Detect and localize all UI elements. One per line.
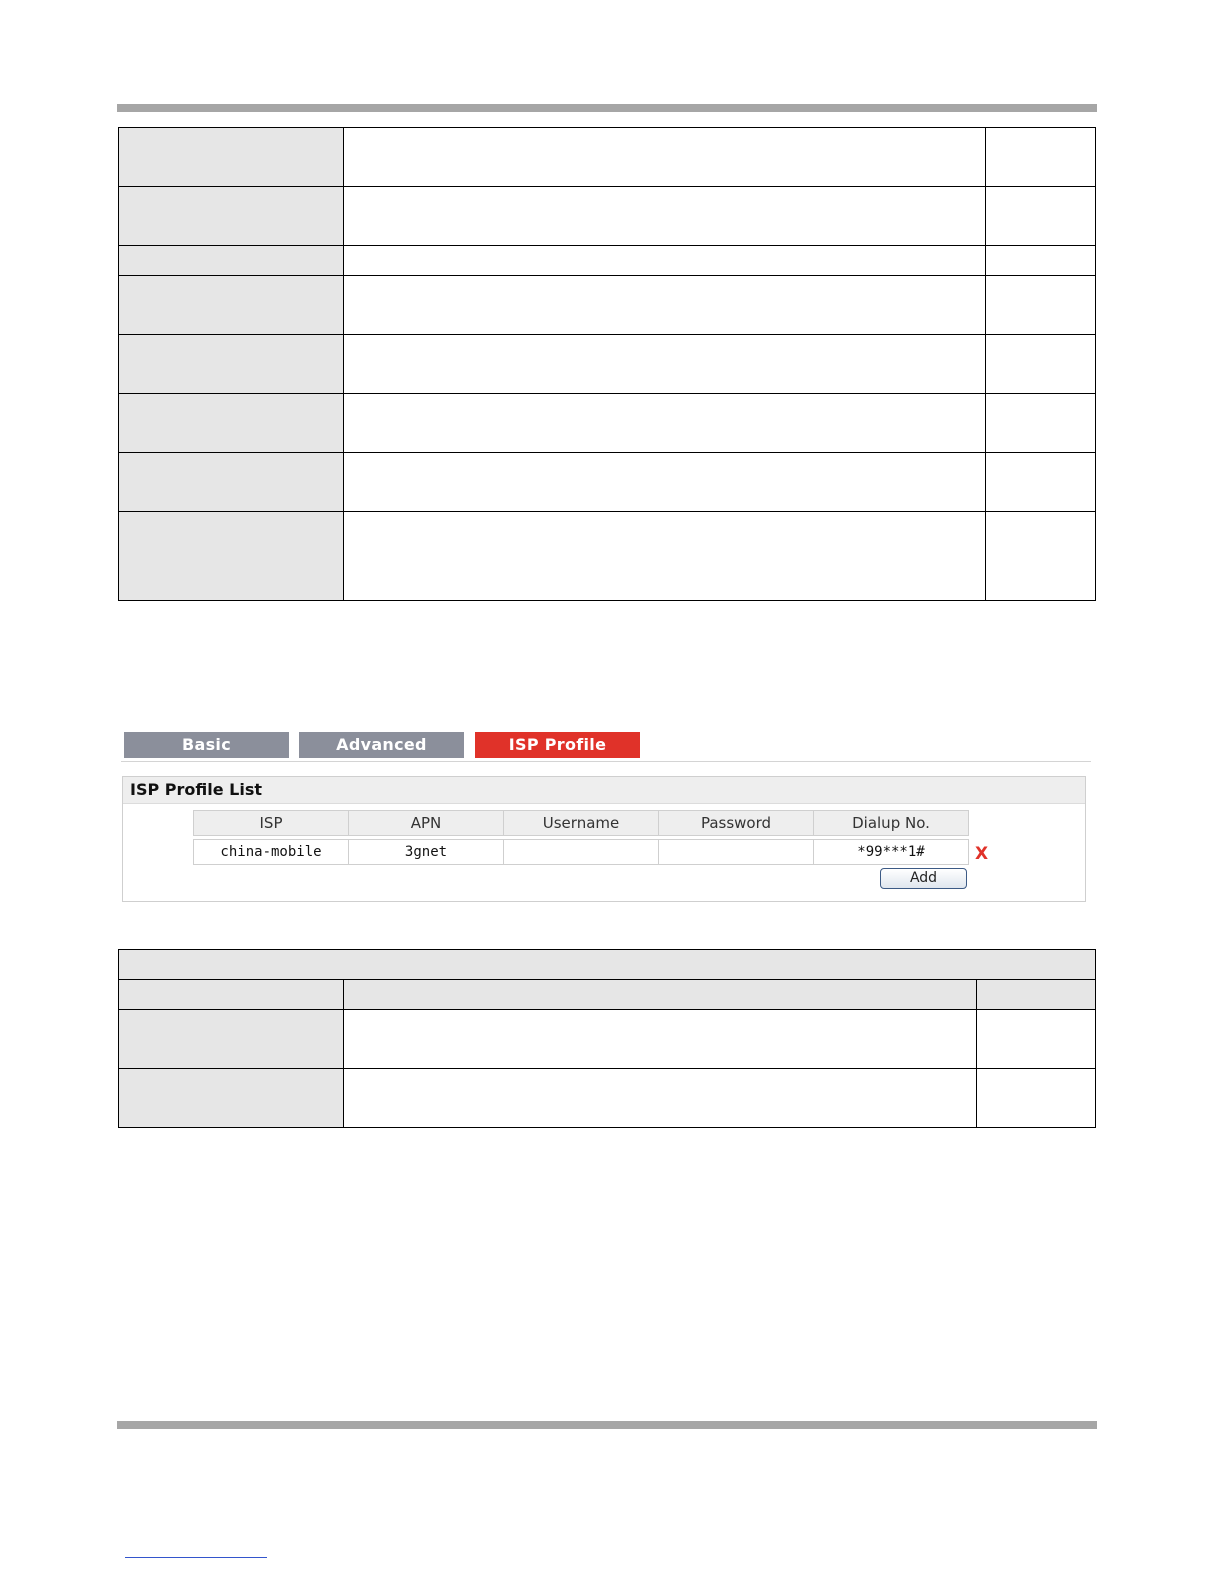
table-row xyxy=(119,246,1096,276)
table-cell xyxy=(344,1069,977,1128)
table-cell xyxy=(119,950,1096,980)
table-cell xyxy=(344,1010,977,1069)
cell-password xyxy=(658,839,814,865)
table-cell xyxy=(986,276,1096,335)
delete-row-icon[interactable]: X xyxy=(975,844,989,864)
table-cell xyxy=(119,1069,344,1128)
footer-rule xyxy=(117,1421,1097,1429)
cell-isp: china-mobile xyxy=(193,839,349,865)
table-row xyxy=(119,335,1096,394)
table-header-row xyxy=(119,980,1096,1010)
add-button[interactable]: Add xyxy=(880,868,967,889)
table-cell xyxy=(977,1010,1096,1069)
parameter-table-top xyxy=(118,127,1096,601)
parameter-table-bottom xyxy=(118,949,1096,1128)
header-rule xyxy=(117,104,1097,112)
table-row xyxy=(119,394,1096,453)
table-cell xyxy=(986,335,1096,394)
table-cell xyxy=(986,394,1096,453)
table-row xyxy=(119,276,1096,335)
column-header-username: Username xyxy=(503,810,659,836)
table-cell xyxy=(986,453,1096,512)
footer-link-underline[interactable] xyxy=(125,1557,267,1558)
table-cell xyxy=(977,1069,1096,1128)
column-header-dialup: Dialup No. xyxy=(813,810,969,836)
table-cell xyxy=(986,128,1096,187)
table-row xyxy=(119,1010,1096,1069)
table-cell xyxy=(119,128,344,187)
column-header-password: Password xyxy=(658,810,814,836)
table-cell xyxy=(344,335,986,394)
table-cell xyxy=(344,980,977,1010)
column-header-apn: APN xyxy=(348,810,504,836)
table-row xyxy=(119,187,1096,246)
table-row xyxy=(119,512,1096,601)
table-cell xyxy=(119,187,344,246)
cell-username xyxy=(503,839,659,865)
table-cell xyxy=(119,394,344,453)
table-cell xyxy=(977,980,1096,1010)
tab-advanced[interactable]: Advanced xyxy=(299,732,464,758)
table-cell xyxy=(986,187,1096,246)
table-row xyxy=(119,1069,1096,1128)
table-cell xyxy=(119,512,344,601)
table-cell xyxy=(119,1010,344,1069)
table-row xyxy=(119,453,1096,512)
table-cell xyxy=(344,512,986,601)
table-cell xyxy=(119,335,344,394)
isp-profile-panel xyxy=(122,776,1086,902)
column-header-isp: ISP xyxy=(193,810,349,836)
table-cell xyxy=(119,276,344,335)
tab-divider xyxy=(121,761,1091,762)
table-cell xyxy=(119,246,344,276)
table-cell xyxy=(986,512,1096,601)
table-cell xyxy=(986,246,1096,276)
tab-isp-profile[interactable]: ISP Profile xyxy=(475,732,640,758)
isp-profile-screenshot xyxy=(118,728,1093,908)
table-cell xyxy=(344,394,986,453)
table-title-row xyxy=(119,950,1096,980)
table-cell xyxy=(344,187,986,246)
table-cell xyxy=(119,453,344,512)
cell-dialup: *99***1# xyxy=(813,839,969,865)
table-cell xyxy=(119,980,344,1010)
table-cell xyxy=(344,246,986,276)
table-cell xyxy=(344,128,986,187)
table-row xyxy=(119,128,1096,187)
cell-apn: 3gnet xyxy=(348,839,504,865)
table-cell xyxy=(344,276,986,335)
tab-basic[interactable]: Basic xyxy=(124,732,289,758)
table-cell xyxy=(344,453,986,512)
panel-title: ISP Profile List xyxy=(123,777,1085,804)
